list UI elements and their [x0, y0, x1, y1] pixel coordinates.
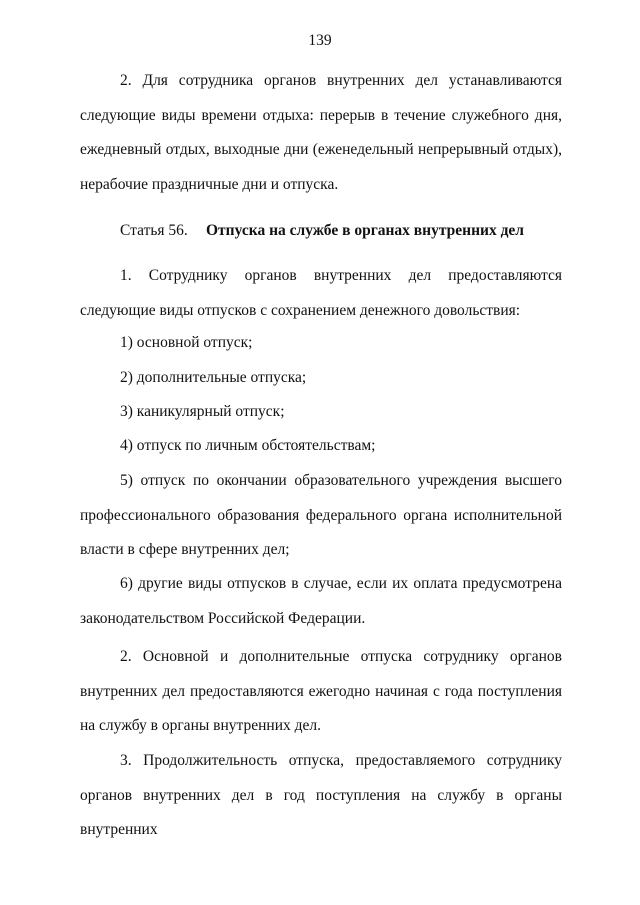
list-item: 1) основной отпуск; — [120, 334, 253, 351]
paragraph-rest-time-types: 2. Для сотрудника органов внутренних дел устанавливаются следующие виды времени отдыха: перерыв в течение служебного дня, ежедневный отдых, выходные дни (еженедельный непрерывный отдых), нерабочие праздничные дни и отпуска. — [80, 72, 562, 193]
paragraph-leave-duration: 3. Продолжительность отпуска, предоставляемого сотруднику органов внутренних дел в год поступления на службу в органы внутренних — [80, 752, 562, 838]
paragraph-leave-annual: 2. Основной и дополнительные отпуска сотруднику органов внутренних дел предоставляются ежегодно начиная с года поступления на службу в органы внутренних дел. — [80, 648, 562, 734]
list-item: 6) другие виды отпусков в случае, если их оплата предусмотрена законодательством Российской Федерации. — [80, 575, 562, 627]
list-item: 3) каникулярный отпуск; — [120, 403, 285, 420]
list-item: 4) отпуск по личным обстоятельствам; — [120, 437, 376, 454]
list-item: 5) отпуск по окончании образовательного учреждения высшего профессионального образования федерального органа исполнительной власти в сфере внутренних дел; — [80, 472, 562, 558]
article-title: Отпуска на службе в органах внутренних дел — [206, 222, 524, 239]
article-number: Статья 56. — [120, 222, 188, 239]
paragraph-leave-types-intro: 1. Сотруднику органов внутренних дел предоставляются следующие виды отпусков с сохранением денежного довольствия: — [80, 267, 562, 319]
list-item: 2) дополнительные отпуска; — [120, 369, 307, 386]
article-heading — [120, 222, 524, 240]
page-number: 139 — [308, 32, 332, 49]
